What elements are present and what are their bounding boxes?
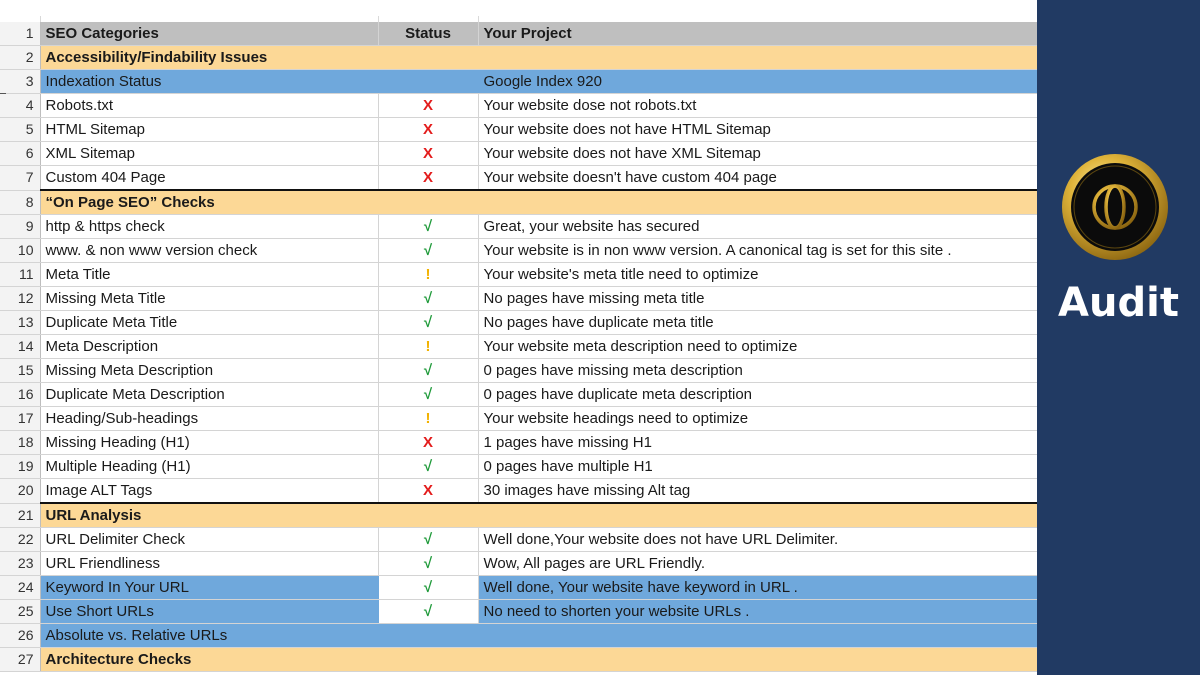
- status-cell[interactable]: X: [378, 118, 478, 142]
- status-cell[interactable]: √: [378, 215, 478, 239]
- status-cell[interactable]: X: [378, 94, 478, 118]
- row-number[interactable]: 14: [0, 335, 40, 359]
- table-row: [0, 479, 1037, 504]
- section-fill[interactable]: [478, 648, 1037, 672]
- row-number[interactable]: 4: [0, 94, 40, 118]
- status-cell[interactable]: √: [378, 287, 478, 311]
- project-cell[interactable]: Your website dose not robots.txt: [478, 94, 1037, 118]
- status-cell[interactable]: √: [378, 455, 478, 479]
- category-cell[interactable]: Missing Meta Description: [40, 359, 378, 383]
- table-row: [0, 600, 1037, 624]
- row-number[interactable]: 17: [0, 407, 40, 431]
- row-marker: [0, 93, 6, 94]
- status-cell[interactable]: √: [378, 528, 478, 552]
- section-fill[interactable]: [378, 190, 478, 215]
- table-row: [0, 166, 1037, 191]
- project-cell[interactable]: 30 images have missing Alt tag: [478, 479, 1037, 504]
- project-cell[interactable]: 0 pages have duplicate meta description: [478, 383, 1037, 407]
- category-cell[interactable]: Duplicate Meta Description: [40, 383, 378, 407]
- status-cell[interactable]: √: [378, 576, 478, 600]
- row-number[interactable]: 18: [0, 431, 40, 455]
- table-row: [0, 431, 1037, 455]
- seo-audit-table: [0, 22, 1037, 672]
- row-number[interactable]: 25: [0, 600, 40, 624]
- category-cell[interactable]: Keyword In Your URL: [40, 576, 378, 600]
- project-cell[interactable]: 0 pages have missing meta description: [478, 359, 1037, 383]
- audit-title: Audit: [1058, 280, 1179, 326]
- row-number[interactable]: 15: [0, 359, 40, 383]
- category-cell[interactable]: Missing Meta Title: [40, 287, 378, 311]
- table-row: [0, 142, 1037, 166]
- row-number[interactable]: 11: [0, 263, 40, 287]
- row-number[interactable]: 22: [0, 528, 40, 552]
- section-title[interactable]: “On Page SEO” Checks: [40, 190, 378, 215]
- status-cell[interactable]: [378, 624, 478, 648]
- category-cell[interactable]: Image ALT Tags: [40, 479, 378, 504]
- table-row: [0, 576, 1037, 600]
- category-cell[interactable]: URL Friendliness: [40, 552, 378, 576]
- row-number[interactable]: 12: [0, 287, 40, 311]
- project-cell[interactable]: Your website doesn't have custom 404 page: [478, 166, 1037, 191]
- category-cell[interactable]: Duplicate Meta Title: [40, 311, 378, 335]
- status-cell[interactable]: !: [378, 263, 478, 287]
- status-cell[interactable]: X: [378, 431, 478, 455]
- table-row: [0, 311, 1037, 335]
- table-row: [0, 118, 1037, 142]
- status-cell[interactable]: !: [378, 335, 478, 359]
- project-cell[interactable]: [478, 624, 1037, 648]
- table-row: [0, 383, 1037, 407]
- project-cell[interactable]: Well done, Your website have keyword in URL .: [478, 576, 1037, 600]
- row-number[interactable]: 1: [0, 22, 40, 46]
- row-number[interactable]: 16: [0, 383, 40, 407]
- category-cell[interactable]: Meta Description: [40, 335, 378, 359]
- status-cell[interactable]: !: [378, 407, 478, 431]
- status-cell[interactable]: X: [378, 142, 478, 166]
- table-row: [0, 94, 1037, 118]
- table-row: [0, 263, 1037, 287]
- header-status[interactable]: Status: [378, 22, 478, 46]
- category-cell[interactable]: Robots.txt: [40, 94, 378, 118]
- project-cell[interactable]: Your website is in non www version. A canonical tag is set for this site .: [478, 239, 1037, 263]
- row-number[interactable]: 10: [0, 239, 40, 263]
- project-cell[interactable]: No pages have duplicate meta title: [478, 311, 1037, 335]
- status-cell[interactable]: √: [378, 600, 478, 624]
- category-cell[interactable]: Meta Title: [40, 263, 378, 287]
- row-number[interactable]: 6: [0, 142, 40, 166]
- section-fill[interactable]: [478, 46, 1037, 70]
- globe-icon: [1060, 152, 1170, 262]
- header-category[interactable]: SEO Categories: [40, 22, 378, 46]
- table-row: [0, 552, 1037, 576]
- section-fill[interactable]: [478, 503, 1037, 528]
- category-cell[interactable]: Use Short URLs: [40, 600, 378, 624]
- row-number[interactable]: 24: [0, 576, 40, 600]
- category-cell[interactable]: Custom 404 Page: [40, 166, 378, 191]
- section-fill[interactable]: [478, 190, 1037, 215]
- status-cell[interactable]: X: [378, 479, 478, 504]
- category-cell[interactable]: http & https check: [40, 215, 378, 239]
- header-row: [0, 22, 1037, 46]
- section-fill[interactable]: [378, 46, 478, 70]
- header-project[interactable]: Your Project: [478, 22, 1037, 46]
- section-row: [0, 503, 1037, 528]
- row-number[interactable]: 5: [0, 118, 40, 142]
- section-fill[interactable]: [378, 648, 478, 672]
- table-row: [0, 359, 1037, 383]
- row-number[interactable]: 26: [0, 624, 40, 648]
- table-row: [0, 70, 1037, 94]
- category-cell[interactable]: HTML Sitemap: [40, 118, 378, 142]
- project-cell[interactable]: No need to shorten your website URLs .: [478, 600, 1037, 624]
- row-number[interactable]: 23: [0, 552, 40, 576]
- project-cell[interactable]: No pages have missing meta title: [478, 287, 1037, 311]
- status-cell[interactable]: √: [378, 359, 478, 383]
- project-cell[interactable]: Your website meta description need to optimize: [478, 335, 1037, 359]
- section-row: [0, 190, 1037, 215]
- table-row: [0, 335, 1037, 359]
- project-cell[interactable]: 1 pages have missing H1: [478, 431, 1037, 455]
- project-cell[interactable]: Google Index 920: [478, 70, 1037, 94]
- status-cell[interactable]: √: [378, 552, 478, 576]
- category-cell[interactable]: Heading/Sub-headings: [40, 407, 378, 431]
- category-cell[interactable]: Indexation Status: [40, 70, 378, 94]
- category-cell[interactable]: www. & non www version check: [40, 239, 378, 263]
- status-cell[interactable]: [378, 70, 478, 94]
- category-cell[interactable]: Absolute vs. Relative URLs: [40, 624, 378, 648]
- row-number[interactable]: 21: [0, 503, 40, 528]
- category-cell[interactable]: Missing Heading (H1): [40, 431, 378, 455]
- project-cell[interactable]: Wow, All pages are URL Friendly.: [478, 552, 1037, 576]
- section-title[interactable]: Architecture Checks: [40, 648, 378, 672]
- row-number[interactable]: 3: [0, 70, 40, 94]
- row-number[interactable]: 27: [0, 648, 40, 672]
- status-cell[interactable]: √: [378, 311, 478, 335]
- audit-side-panel: [1037, 0, 1200, 675]
- table-row: [0, 624, 1037, 648]
- category-cell[interactable]: URL Delimiter Check: [40, 528, 378, 552]
- column-header-strip: [0, 0, 1037, 22]
- project-cell[interactable]: Your website's meta title need to optimize: [478, 263, 1037, 287]
- category-cell[interactable]: Multiple Heading (H1): [40, 455, 378, 479]
- table-row: [0, 455, 1037, 479]
- section-title[interactable]: Accessibility/Findability Issues: [40, 46, 378, 70]
- section-fill[interactable]: [378, 503, 478, 528]
- status-cell[interactable]: √: [378, 383, 478, 407]
- project-cell[interactable]: Great, your website has secured: [478, 215, 1037, 239]
- row-number[interactable]: 8: [0, 190, 40, 215]
- table-row: [0, 407, 1037, 431]
- table-row: [0, 215, 1037, 239]
- row-number[interactable]: 2: [0, 46, 40, 70]
- status-cell[interactable]: √: [378, 239, 478, 263]
- project-cell[interactable]: 0 pages have multiple H1: [478, 455, 1037, 479]
- section-row: [0, 648, 1037, 672]
- row-number[interactable]: 7: [0, 166, 40, 191]
- row-number[interactable]: 13: [0, 311, 40, 335]
- section-title[interactable]: URL Analysis: [40, 503, 378, 528]
- row-number[interactable]: 9: [0, 215, 40, 239]
- project-cell[interactable]: Your website does not have HTML Sitemap: [478, 118, 1037, 142]
- status-cell[interactable]: X: [378, 166, 478, 191]
- row-number[interactable]: 19: [0, 455, 40, 479]
- project-cell[interactable]: Well done,Your website does not have URL Delimiter.: [478, 528, 1037, 552]
- row-number[interactable]: 20: [0, 479, 40, 504]
- table-row: [0, 287, 1037, 311]
- category-cell[interactable]: XML Sitemap: [40, 142, 378, 166]
- table-row: [0, 528, 1037, 552]
- table-row: [0, 239, 1037, 263]
- project-cell[interactable]: Your website does not have XML Sitemap: [478, 142, 1037, 166]
- section-row: [0, 46, 1037, 70]
- project-cell[interactable]: Your website headings need to optimize: [478, 407, 1037, 431]
